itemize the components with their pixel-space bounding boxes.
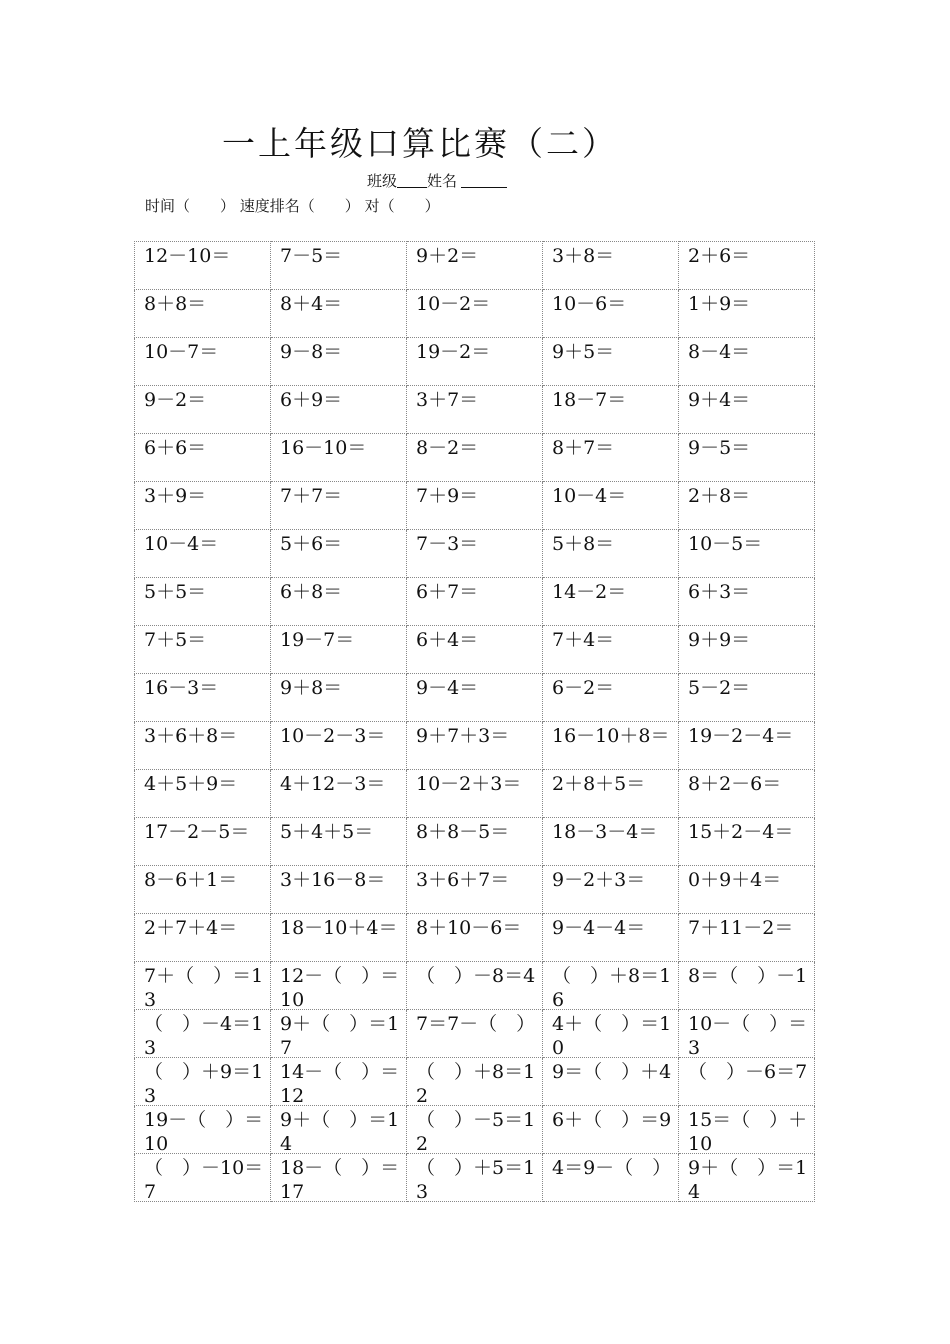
table-row bbox=[135, 242, 815, 290]
problem-cell[interactable] bbox=[407, 866, 543, 914]
problem-text: 6＋（ ）＝9 bbox=[552, 1109, 672, 1131]
table-row bbox=[135, 530, 815, 578]
problem-cell[interactable] bbox=[135, 434, 271, 482]
problem-text: 10－2－3＝ bbox=[280, 725, 386, 747]
problem-text: 8＋8＝ bbox=[144, 293, 207, 315]
problem-cell[interactable] bbox=[679, 386, 815, 434]
problem-cell[interactable] bbox=[135, 818, 271, 866]
problem-cell[interactable] bbox=[271, 482, 407, 530]
problem-text: 9－2＋3＝ bbox=[552, 869, 646, 891]
correct-count-field: 对（ ） bbox=[364, 197, 440, 215]
problem-cell[interactable] bbox=[679, 722, 815, 770]
problem-cell[interactable] bbox=[407, 578, 543, 626]
problem-text: 7＋7＝ bbox=[280, 485, 343, 507]
problem-cell[interactable] bbox=[135, 242, 271, 290]
problem-cell[interactable] bbox=[543, 962, 679, 1010]
problem-text: 7＋4＝ bbox=[552, 629, 615, 651]
table-row bbox=[135, 770, 815, 818]
problem-text: 3＋6＋8＝ bbox=[144, 725, 238, 747]
problem-cell[interactable] bbox=[407, 1010, 543, 1058]
problem-text: 2＋8＝ bbox=[688, 485, 751, 507]
problem-text: （ ）－5＝12 bbox=[416, 1109, 536, 1153]
problem-cell[interactable] bbox=[543, 530, 679, 578]
problem-text: （ ）－6＝7 bbox=[688, 1061, 808, 1083]
problem-cell[interactable] bbox=[271, 626, 407, 674]
problem-text: 4＋5＋9＝ bbox=[144, 773, 238, 795]
table-row bbox=[135, 482, 815, 530]
problem-text: 8＝（ ）－1 bbox=[688, 965, 808, 987]
problem-cell[interactable] bbox=[679, 674, 815, 722]
problem-text: 7＋（ ）＝13 bbox=[144, 965, 264, 1009]
problem-text: 9＋4＝ bbox=[688, 389, 751, 411]
problem-cell[interactable] bbox=[135, 530, 271, 578]
problem-cell[interactable] bbox=[271, 866, 407, 914]
problem-cell[interactable] bbox=[271, 338, 407, 386]
table-row bbox=[135, 866, 815, 914]
problem-cell[interactable] bbox=[135, 962, 271, 1010]
problem-text: 9＋（ ）＝14 bbox=[688, 1157, 808, 1201]
problem-text: 7－5＝ bbox=[280, 245, 343, 267]
problem-cell[interactable] bbox=[679, 962, 815, 1010]
problem-text: 14－2＝ bbox=[552, 581, 627, 603]
problem-cell[interactable] bbox=[407, 626, 543, 674]
problem-text: 6＋8＝ bbox=[280, 581, 343, 603]
problem-cell[interactable] bbox=[135, 914, 271, 962]
problem-text: 6＋9＝ bbox=[280, 389, 343, 411]
problem-cell[interactable] bbox=[135, 1154, 271, 1202]
table-row bbox=[135, 1106, 815, 1154]
problem-text: 7－3＝ bbox=[416, 533, 479, 555]
problem-cell[interactable] bbox=[135, 866, 271, 914]
problem-cell[interactable] bbox=[271, 290, 407, 338]
problem-text: 10－7＝ bbox=[144, 341, 219, 363]
problem-text: 10－4＝ bbox=[144, 533, 219, 555]
problem-cell[interactable] bbox=[679, 914, 815, 962]
problem-text: 16－10＋8＝ bbox=[552, 725, 670, 747]
problem-text: 7＋11－2＝ bbox=[688, 917, 794, 939]
problem-cell[interactable] bbox=[135, 626, 271, 674]
problem-text: 18－3－4＝ bbox=[552, 821, 658, 843]
problem-text: 19－7＝ bbox=[280, 629, 355, 651]
problem-cell[interactable] bbox=[271, 962, 407, 1010]
problem-text: 19－2－4＝ bbox=[688, 725, 794, 747]
problem-cell[interactable] bbox=[271, 530, 407, 578]
name-blank[interactable] bbox=[461, 173, 507, 188]
table-row bbox=[135, 914, 815, 962]
problem-cell[interactable] bbox=[543, 674, 679, 722]
problem-text: 8＋10－6＝ bbox=[416, 917, 522, 939]
problem-cell[interactable] bbox=[679, 242, 815, 290]
problem-cell[interactable] bbox=[543, 914, 679, 962]
problem-text: 4＝9－（ ） bbox=[552, 1157, 672, 1179]
problem-cell[interactable] bbox=[271, 1154, 407, 1202]
problem-cell[interactable] bbox=[543, 482, 679, 530]
problem-cell[interactable] bbox=[407, 482, 543, 530]
problem-text: 9＋5＝ bbox=[552, 341, 615, 363]
problem-cell[interactable] bbox=[135, 578, 271, 626]
problem-cell[interactable] bbox=[135, 722, 271, 770]
problem-text: 14－（ ）＝12 bbox=[280, 1061, 400, 1105]
table-row bbox=[135, 722, 815, 770]
problem-text: 7＋5＝ bbox=[144, 629, 207, 651]
problem-text: 10－2＋3＝ bbox=[416, 773, 522, 795]
problem-cell[interactable] bbox=[135, 482, 271, 530]
problem-text: 9＋9＝ bbox=[688, 629, 751, 651]
problem-cell[interactable] bbox=[679, 578, 815, 626]
problem-text: 3＋8＝ bbox=[552, 245, 615, 267]
problem-cell[interactable] bbox=[679, 530, 815, 578]
problem-text: 15＋2－4＝ bbox=[688, 821, 794, 843]
problem-cell[interactable] bbox=[407, 1058, 543, 1106]
problem-cell[interactable] bbox=[679, 866, 815, 914]
problem-text: 5＋4＋5＝ bbox=[280, 821, 374, 843]
problem-text: 1＋9＝ bbox=[688, 293, 751, 315]
problem-cell[interactable] bbox=[543, 1154, 679, 1202]
problem-text: 7＝7－（ ） bbox=[416, 1013, 536, 1035]
problem-text: 5－2＝ bbox=[688, 677, 751, 699]
problem-cell[interactable] bbox=[271, 722, 407, 770]
problem-cell[interactable] bbox=[543, 578, 679, 626]
problem-cell[interactable] bbox=[679, 1106, 815, 1154]
problem-text: 8＋4＝ bbox=[280, 293, 343, 315]
problem-cell[interactable] bbox=[135, 1106, 271, 1154]
problem-cell[interactable] bbox=[407, 386, 543, 434]
problem-cell[interactable] bbox=[135, 770, 271, 818]
problem-text: 8－2＝ bbox=[416, 437, 479, 459]
problem-cell[interactable] bbox=[407, 290, 543, 338]
problem-text: （ ）＋5＝13 bbox=[416, 1157, 536, 1201]
class-label: 班级 bbox=[367, 172, 398, 190]
table-row bbox=[135, 674, 815, 722]
problem-text: 18－7＝ bbox=[552, 389, 627, 411]
problem-cell[interactable] bbox=[679, 1154, 815, 1202]
problem-text: 0＋9＋4＝ bbox=[688, 869, 782, 891]
problem-text: 2＋6＝ bbox=[688, 245, 751, 267]
problem-cell[interactable] bbox=[407, 530, 543, 578]
table-row bbox=[135, 386, 815, 434]
problem-text: 12－10＝ bbox=[144, 245, 231, 267]
problem-cell[interactable] bbox=[135, 1010, 271, 1058]
problem-text: 6＋4＝ bbox=[416, 629, 479, 651]
problem-cell[interactable] bbox=[271, 674, 407, 722]
problem-cell[interactable] bbox=[543, 818, 679, 866]
problem-text: 8－6＋1＝ bbox=[144, 869, 238, 891]
problem-cell[interactable] bbox=[543, 290, 679, 338]
table-row bbox=[135, 578, 815, 626]
problem-cell[interactable] bbox=[679, 482, 815, 530]
problem-text: 2＋8＋5＝ bbox=[552, 773, 646, 795]
problem-cell[interactable] bbox=[407, 1154, 543, 1202]
problem-text: 17－2－5＝ bbox=[144, 821, 250, 843]
problem-text: 8＋2－6＝ bbox=[688, 773, 782, 795]
problem-cell[interactable] bbox=[543, 1106, 679, 1154]
problem-text: 9－8＝ bbox=[280, 341, 343, 363]
table-row bbox=[135, 818, 815, 866]
name-label: 姓名 bbox=[427, 172, 458, 190]
problem-cell[interactable] bbox=[543, 1058, 679, 1106]
problem-cell[interactable] bbox=[271, 386, 407, 434]
problem-cell[interactable] bbox=[271, 818, 407, 866]
problem-cell[interactable] bbox=[407, 962, 543, 1010]
table-row bbox=[135, 338, 815, 386]
problem-text: 15＝（ ）＋10 bbox=[688, 1109, 808, 1153]
problem-text: 9－4－4＝ bbox=[552, 917, 646, 939]
problem-cell[interactable] bbox=[543, 338, 679, 386]
problem-cell[interactable] bbox=[543, 386, 679, 434]
problem-text: 8＋8－5＝ bbox=[416, 821, 510, 843]
problem-text: （ ）＋8＝12 bbox=[416, 1061, 536, 1105]
problem-cell[interactable] bbox=[135, 674, 271, 722]
problem-text: 18－（ ）＝17 bbox=[280, 1157, 400, 1201]
problem-cell[interactable] bbox=[407, 434, 543, 482]
problem-text: 4＋（ ）＝10 bbox=[552, 1013, 672, 1057]
problem-cell[interactable] bbox=[407, 770, 543, 818]
problem-text: 10－（ ）＝3 bbox=[688, 1013, 808, 1057]
speed-rank-field: 速度排名（ ） bbox=[239, 197, 360, 215]
table-row bbox=[135, 434, 815, 482]
problem-cell[interactable] bbox=[679, 1058, 815, 1106]
problem-cell[interactable] bbox=[543, 722, 679, 770]
problem-text: 8＋7＝ bbox=[552, 437, 615, 459]
score-meta-line bbox=[145, 195, 440, 216]
problem-cell[interactable] bbox=[679, 290, 815, 338]
problem-text: 3＋7＝ bbox=[416, 389, 479, 411]
table-row bbox=[135, 962, 815, 1010]
problem-cell[interactable] bbox=[407, 1106, 543, 1154]
problem-text: 9＋7＋3＝ bbox=[416, 725, 510, 747]
table-row bbox=[135, 626, 815, 674]
problem-text: 9＋2＝ bbox=[416, 245, 479, 267]
problem-cell[interactable] bbox=[271, 914, 407, 962]
problem-text: 9＋8＝ bbox=[280, 677, 343, 699]
problem-text: 6＋7＝ bbox=[416, 581, 479, 603]
problem-text: 5＋8＝ bbox=[552, 533, 615, 555]
time-field: 时间（ ） bbox=[145, 197, 236, 215]
problem-cell[interactable] bbox=[407, 242, 543, 290]
problem-text: 3＋9＝ bbox=[144, 485, 207, 507]
problem-text: 16－3＝ bbox=[144, 677, 219, 699]
problem-text: 9－4＝ bbox=[416, 677, 479, 699]
problem-cell[interactable] bbox=[271, 770, 407, 818]
student-info-line bbox=[367, 170, 507, 191]
problem-text: 6－2＝ bbox=[552, 677, 615, 699]
problem-text: 5＋5＝ bbox=[144, 581, 207, 603]
problem-text: 10－2＝ bbox=[416, 293, 491, 315]
problem-text: 7＋9＝ bbox=[416, 485, 479, 507]
problem-text: 19－（ ）＝10 bbox=[144, 1109, 264, 1153]
problem-cell[interactable] bbox=[271, 434, 407, 482]
problem-text: （ ）－8＝4 bbox=[416, 965, 536, 987]
problem-text: 9－2＝ bbox=[144, 389, 207, 411]
problem-text: （ ）－10＝7 bbox=[144, 1157, 264, 1201]
problem-text: 10－5＝ bbox=[688, 533, 763, 555]
problem-text: 10－6＝ bbox=[552, 293, 627, 315]
problem-grid bbox=[134, 241, 815, 1202]
problem-text: 12－（ ）＝10 bbox=[280, 965, 400, 1009]
problem-cell[interactable] bbox=[271, 578, 407, 626]
problem-text: 19－2＝ bbox=[416, 341, 491, 363]
problem-cell[interactable] bbox=[679, 338, 815, 386]
problem-cell[interactable] bbox=[271, 1058, 407, 1106]
problem-text: 8－4＝ bbox=[688, 341, 751, 363]
problem-cell[interactable] bbox=[407, 914, 543, 962]
problem-cell[interactable] bbox=[543, 626, 679, 674]
problem-text: 9＝（ ）＋4 bbox=[552, 1061, 672, 1083]
problem-cell[interactable] bbox=[407, 722, 543, 770]
problem-cell[interactable] bbox=[543, 770, 679, 818]
problem-text: 6＋6＝ bbox=[144, 437, 207, 459]
problem-text: 18－10＋4＝ bbox=[280, 917, 398, 939]
problem-text: （ ）＋8＝16 bbox=[552, 965, 672, 1009]
problem-cell[interactable] bbox=[407, 674, 543, 722]
problem-text: 16－10＝ bbox=[280, 437, 367, 459]
problem-text: 9＋（ ）＝17 bbox=[280, 1013, 400, 1057]
problem-text: 6＋3＝ bbox=[688, 581, 751, 603]
problem-cell[interactable] bbox=[679, 626, 815, 674]
problem-text: 9＋（ ）＝14 bbox=[280, 1109, 400, 1153]
problem-cell[interactable] bbox=[679, 770, 815, 818]
problem-cell[interactable] bbox=[407, 338, 543, 386]
problem-text: （ ）＋9＝13 bbox=[144, 1061, 264, 1105]
problem-cell[interactable] bbox=[679, 434, 815, 482]
problem-cell[interactable] bbox=[679, 1010, 815, 1058]
page-title: 一上年级口算比赛（二） bbox=[222, 124, 618, 163]
problem-cell[interactable] bbox=[135, 338, 271, 386]
problem-cell[interactable] bbox=[271, 1106, 407, 1154]
class-blank[interactable] bbox=[397, 173, 427, 188]
problem-cell[interactable] bbox=[271, 242, 407, 290]
problem-cell[interactable] bbox=[543, 866, 679, 914]
problem-cell[interactable] bbox=[543, 1010, 679, 1058]
problem-cell[interactable] bbox=[135, 290, 271, 338]
problem-cell[interactable] bbox=[135, 1058, 271, 1106]
problem-text: 5＋6＝ bbox=[280, 533, 343, 555]
problem-text: 4＋12－3＝ bbox=[280, 773, 386, 795]
problem-cell[interactable] bbox=[135, 386, 271, 434]
problem-text: 2＋7＋4＝ bbox=[144, 917, 238, 939]
problem-cell[interactable] bbox=[271, 1010, 407, 1058]
table-row bbox=[135, 290, 815, 338]
problem-text: 9－5＝ bbox=[688, 437, 751, 459]
problem-text: 10－4＝ bbox=[552, 485, 627, 507]
problem-text: 3＋16－8＝ bbox=[280, 869, 386, 891]
problem-text: （ ）－4＝13 bbox=[144, 1013, 264, 1057]
problem-cell[interactable] bbox=[543, 434, 679, 482]
problem-cell[interactable] bbox=[679, 818, 815, 866]
problem-text: 3＋6＋7＝ bbox=[416, 869, 510, 891]
table-row bbox=[135, 1058, 815, 1106]
problem-cell[interactable] bbox=[543, 242, 679, 290]
problem-cell[interactable] bbox=[407, 818, 543, 866]
table-row bbox=[135, 1010, 815, 1058]
table-row bbox=[135, 1154, 815, 1202]
